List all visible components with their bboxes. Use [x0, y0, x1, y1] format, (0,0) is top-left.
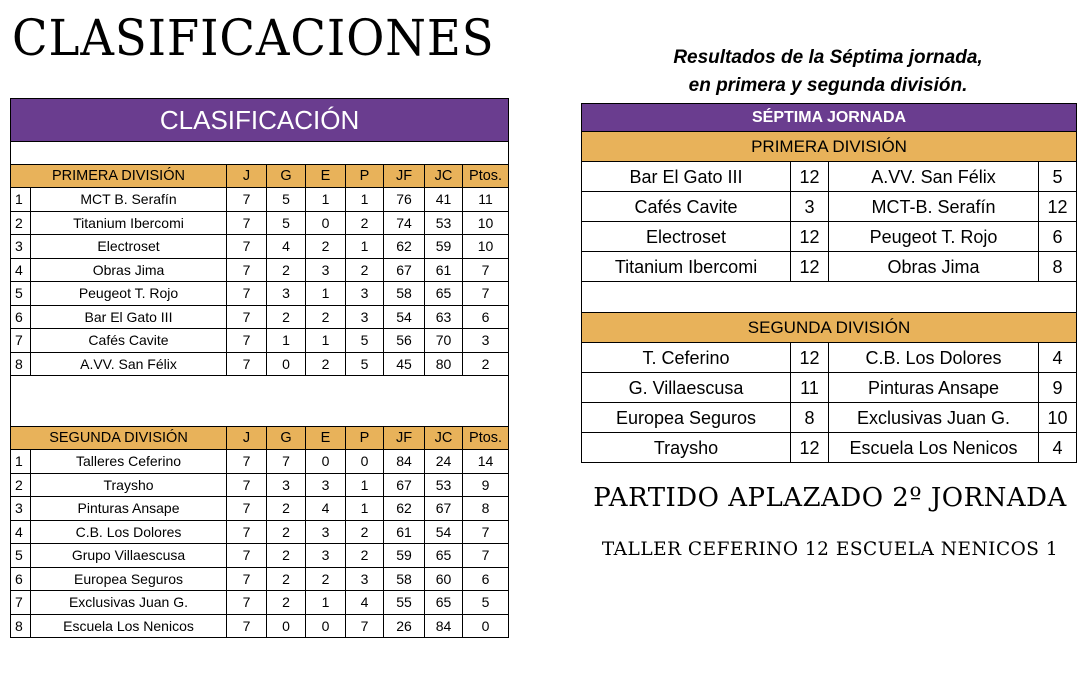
col-g: G: [267, 427, 306, 450]
j-cell: 7: [227, 591, 267, 615]
results-banner: SÉPTIMA JORNADA: [582, 104, 1077, 132]
j-cell: 7: [227, 614, 267, 638]
e-cell: 3: [306, 258, 346, 282]
results-table: [581, 103, 1077, 463]
team-cell: Pinturas Ansape: [31, 497, 227, 521]
position-cell: 6: [11, 567, 31, 591]
position-cell: 3: [11, 235, 31, 259]
j-cell: 7: [227, 211, 267, 235]
home-score: 11: [791, 373, 829, 403]
p-cell: 1: [346, 235, 384, 259]
team-cell: Traysho: [31, 473, 227, 497]
g-cell: 2: [267, 544, 306, 568]
j-cell: 7: [227, 188, 267, 212]
jf-cell: 56: [384, 329, 425, 353]
position-cell: 8: [11, 614, 31, 638]
team-cell: Titanium Ibercomi: [31, 211, 227, 235]
jf-cell: 26: [384, 614, 425, 638]
primera-division-header: PRIMERA DIVISIÓN: [11, 165, 227, 188]
e-cell: 0: [306, 614, 346, 638]
jc-cell: 60: [425, 567, 463, 591]
jc-cell: 24: [425, 450, 463, 474]
p-cell: 1: [346, 473, 384, 497]
jf-cell: 62: [384, 497, 425, 521]
g-cell: 3: [267, 473, 306, 497]
col-jf: JF: [384, 165, 425, 188]
pts-cell: 7: [463, 520, 509, 544]
jc-cell: 41: [425, 188, 463, 212]
j-cell: 7: [227, 497, 267, 521]
table-row: [11, 520, 509, 544]
p-cell: 2: [346, 258, 384, 282]
j-cell: 7: [227, 352, 267, 376]
position-cell: 1: [11, 450, 31, 474]
g-cell: 2: [267, 591, 306, 615]
j-cell: 7: [227, 520, 267, 544]
result-row: [582, 192, 1077, 222]
team-cell: A.VV. San Félix: [31, 352, 227, 376]
team-cell: Grupo Villaescusa: [31, 544, 227, 568]
away-score: 6: [1039, 222, 1077, 252]
jf-cell: 59: [384, 544, 425, 568]
e-cell: 2: [306, 235, 346, 259]
jc-cell: 65: [425, 544, 463, 568]
col-j: J: [227, 427, 267, 450]
table-row: [11, 497, 509, 521]
pts-cell: 0: [463, 614, 509, 638]
standings-table: [10, 98, 509, 638]
g-cell: 1: [267, 329, 306, 353]
home-team: Cafés Cavite: [582, 192, 791, 222]
col-p: P: [346, 427, 384, 450]
p-cell: 2: [346, 520, 384, 544]
page-title: CLASIFICACIONES: [12, 9, 495, 67]
jc-cell: 65: [425, 591, 463, 615]
pts-cell: 7: [463, 544, 509, 568]
position-cell: 2: [11, 473, 31, 497]
team-cell: Europea Seguros: [31, 567, 227, 591]
home-team: Titanium Ibercomi: [582, 252, 791, 282]
home-score: 12: [791, 162, 829, 192]
e-cell: 4: [306, 497, 346, 521]
col-e: E: [306, 427, 346, 450]
jf-cell: 84: [384, 450, 425, 474]
home-score: 8: [791, 403, 829, 433]
j-cell: 7: [227, 450, 267, 474]
e-cell: 1: [306, 188, 346, 212]
j-cell: 7: [227, 235, 267, 259]
team-cell: Talleres Ceferino: [31, 450, 227, 474]
blank-row: [582, 282, 1077, 313]
e-cell: 0: [306, 450, 346, 474]
result-row: [582, 222, 1077, 252]
jf-cell: 76: [384, 188, 425, 212]
jf-cell: 62: [384, 235, 425, 259]
p-cell: 5: [346, 352, 384, 376]
segunda-division-header: SEGUNDA DIVISIÓN: [11, 427, 227, 450]
pts-cell: 2: [463, 352, 509, 376]
team-cell: Obras Jima: [31, 258, 227, 282]
jc-cell: 63: [425, 305, 463, 329]
p-cell: 3: [346, 282, 384, 306]
p-cell: 7: [346, 614, 384, 638]
away-team: Exclusivas Juan G.: [829, 403, 1039, 433]
p-cell: 2: [346, 544, 384, 568]
table-row: [11, 235, 509, 259]
e-cell: 1: [306, 591, 346, 615]
col-g: G: [267, 165, 306, 188]
table-row: [11, 188, 509, 212]
table-row: [11, 473, 509, 497]
table-row: [11, 567, 509, 591]
result-row: [582, 252, 1077, 282]
position-cell: 3: [11, 497, 31, 521]
j-cell: 7: [227, 282, 267, 306]
postponed-title: PARTIDO APLAZADO 2º JORNADA: [593, 483, 1067, 513]
p-cell: 3: [346, 567, 384, 591]
e-cell: 1: [306, 329, 346, 353]
position-cell: 5: [11, 282, 31, 306]
g-cell: 5: [267, 211, 306, 235]
p-cell: 1: [346, 188, 384, 212]
table-row: [11, 591, 509, 615]
away-score: 9: [1039, 373, 1077, 403]
team-cell: Peugeot T. Rojo: [31, 282, 227, 306]
jc-cell: 80: [425, 352, 463, 376]
position-cell: 7: [11, 591, 31, 615]
e-cell: 2: [306, 567, 346, 591]
col-jc: JC: [425, 427, 463, 450]
table-row: [11, 450, 509, 474]
j-cell: 7: [227, 305, 267, 329]
position-cell: 5: [11, 544, 31, 568]
position-cell: 7: [11, 329, 31, 353]
result-row: [582, 433, 1077, 463]
pts-cell: 14: [463, 450, 509, 474]
pts-cell: 10: [463, 235, 509, 259]
g-cell: 0: [267, 352, 306, 376]
position-cell: 2: [11, 211, 31, 235]
col-e: E: [306, 165, 346, 188]
results-subtitle: [618, 44, 1038, 100]
home-score: 12: [791, 433, 829, 463]
g-cell: 2: [267, 258, 306, 282]
pts-cell: 8: [463, 497, 509, 521]
position-cell: 6: [11, 305, 31, 329]
team-cell: MCT B. Serafín: [31, 188, 227, 212]
pts-cell: 7: [463, 258, 509, 282]
postponed-result: TALLER CEFERINO 12 ESCUELA NENICOS 1: [601, 539, 1059, 560]
g-cell: 2: [267, 497, 306, 521]
results-segunda-header: SEGUNDA DIVISIÓN: [582, 313, 1077, 343]
table-row: [11, 258, 509, 282]
table-row: [11, 305, 509, 329]
table-row: [11, 211, 509, 235]
position-cell: 8: [11, 352, 31, 376]
team-cell: C.B. Los Dolores: [31, 520, 227, 544]
result-row: [582, 162, 1077, 192]
pts-cell: 11: [463, 188, 509, 212]
pts-cell: 10: [463, 211, 509, 235]
table-row: [11, 544, 509, 568]
away-team: MCT-B. Serafín: [829, 192, 1039, 222]
team-cell: Electroset: [31, 235, 227, 259]
home-team: Bar El Gato III: [582, 162, 791, 192]
position-cell: 4: [11, 520, 31, 544]
jf-cell: 55: [384, 591, 425, 615]
e-cell: 2: [306, 352, 346, 376]
jf-cell: 67: [384, 258, 425, 282]
col-p: P: [346, 165, 384, 188]
away-team: Obras Jima: [829, 252, 1039, 282]
col-jf: JF: [384, 427, 425, 450]
jc-cell: 59: [425, 235, 463, 259]
e-cell: 3: [306, 520, 346, 544]
p-cell: 0: [346, 450, 384, 474]
jc-cell: 61: [425, 258, 463, 282]
jf-cell: 54: [384, 305, 425, 329]
result-row: [582, 343, 1077, 373]
away-score: 8: [1039, 252, 1077, 282]
away-team: Escuela Los Nenicos: [829, 433, 1039, 463]
g-cell: 2: [267, 567, 306, 591]
results-primera-header: PRIMERA DIVISIÓN: [582, 132, 1077, 162]
team-cell: Exclusivas Juan G.: [31, 591, 227, 615]
p-cell: 4: [346, 591, 384, 615]
team-cell: Bar El Gato III: [31, 305, 227, 329]
table-row: [11, 352, 509, 376]
col-pts: Ptos.: [463, 427, 509, 450]
jf-cell: 58: [384, 567, 425, 591]
home-score: 3: [791, 192, 829, 222]
jc-cell: 65: [425, 282, 463, 306]
e-cell: 3: [306, 544, 346, 568]
pts-cell: 6: [463, 305, 509, 329]
pts-cell: 9: [463, 473, 509, 497]
position-cell: 1: [11, 188, 31, 212]
jc-cell: 53: [425, 473, 463, 497]
p-cell: 5: [346, 329, 384, 353]
home-score: 12: [791, 343, 829, 373]
p-cell: 3: [346, 305, 384, 329]
table-row: [11, 614, 509, 638]
g-cell: 3: [267, 282, 306, 306]
jf-cell: 74: [384, 211, 425, 235]
pts-cell: 6: [463, 567, 509, 591]
subtitle-line-1: Resultados de la Séptima jornada,: [673, 47, 983, 68]
pts-cell: 7: [463, 282, 509, 306]
jc-cell: 70: [425, 329, 463, 353]
jc-cell: 54: [425, 520, 463, 544]
g-cell: 2: [267, 520, 306, 544]
away-team: C.B. Los Dolores: [829, 343, 1039, 373]
e-cell: 2: [306, 305, 346, 329]
pts-cell: 3: [463, 329, 509, 353]
away-score: 4: [1039, 343, 1077, 373]
home-team: T. Ceferino: [582, 343, 791, 373]
home-score: 12: [791, 222, 829, 252]
col-jc: JC: [425, 165, 463, 188]
p-cell: 2: [346, 211, 384, 235]
e-cell: 0: [306, 211, 346, 235]
jf-cell: 67: [384, 473, 425, 497]
j-cell: 7: [227, 567, 267, 591]
p-cell: 1: [346, 497, 384, 521]
home-team: Traysho: [582, 433, 791, 463]
home-team: G. Villaescusa: [582, 373, 791, 403]
col-j: J: [227, 165, 267, 188]
away-score: 12: [1039, 192, 1077, 222]
j-cell: 7: [227, 258, 267, 282]
away-score: 5: [1039, 162, 1077, 192]
jc-cell: 67: [425, 497, 463, 521]
away-team: A.VV. San Félix: [829, 162, 1039, 192]
e-cell: 3: [306, 473, 346, 497]
g-cell: 2: [267, 305, 306, 329]
result-row: [582, 373, 1077, 403]
away-team: Peugeot T. Rojo: [829, 222, 1039, 252]
result-row: [582, 403, 1077, 433]
home-score: 12: [791, 252, 829, 282]
position-cell: 4: [11, 258, 31, 282]
jf-cell: 58: [384, 282, 425, 306]
division-gap: [11, 376, 509, 427]
j-cell: 7: [227, 329, 267, 353]
j-cell: 7: [227, 544, 267, 568]
away-score: 10: [1039, 403, 1077, 433]
subtitle-line-2: en primera y segunda división.: [688, 75, 968, 96]
away-score: 4: [1039, 433, 1077, 463]
table-row: [11, 329, 509, 353]
g-cell: 5: [267, 188, 306, 212]
jf-cell: 45: [384, 352, 425, 376]
team-cell: Escuela Los Nenicos: [31, 614, 227, 638]
pts-cell: 5: [463, 591, 509, 615]
standings-banner: CLASIFICACIÓN: [11, 99, 509, 142]
jc-cell: 53: [425, 211, 463, 235]
blank-row: [11, 142, 509, 165]
home-team: Europea Seguros: [582, 403, 791, 433]
g-cell: 0: [267, 614, 306, 638]
e-cell: 1: [306, 282, 346, 306]
g-cell: 4: [267, 235, 306, 259]
j-cell: 7: [227, 473, 267, 497]
jc-cell: 84: [425, 614, 463, 638]
g-cell: 7: [267, 450, 306, 474]
home-team: Electroset: [582, 222, 791, 252]
team-cell: Cafés Cavite: [31, 329, 227, 353]
jf-cell: 61: [384, 520, 425, 544]
col-pts: Ptos.: [463, 165, 509, 188]
away-team: Pinturas Ansape: [829, 373, 1039, 403]
table-row: [11, 282, 509, 306]
